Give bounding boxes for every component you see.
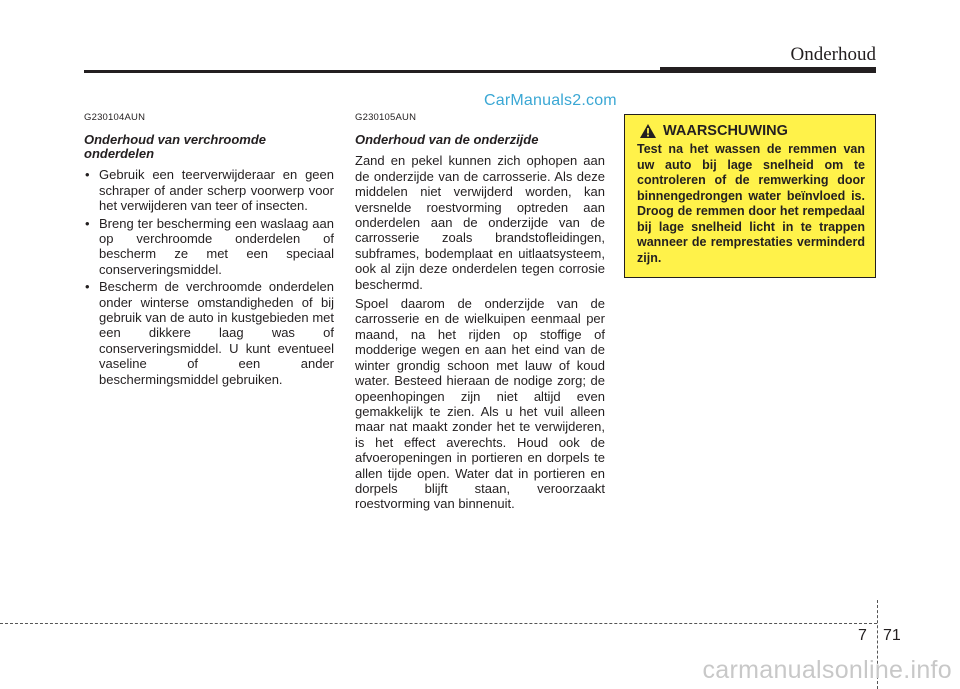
page-number: 71 — [883, 627, 901, 644]
warning-header — [639, 123, 865, 139]
chapter-number: 7 — [858, 627, 867, 644]
middle-column — [355, 110, 605, 516]
warning-triangle-icon — [639, 123, 657, 139]
header-divider — [84, 70, 660, 73]
footer-divider — [0, 623, 877, 624]
section-heading: Onderhoud van verchroomde onderdelen — [84, 132, 267, 162]
bullet-icon: • — [85, 215, 90, 231]
bullet-list — [84, 167, 334, 387]
watermark-bottom: carmanualsonline.info — [702, 656, 952, 684]
paragraph: Zand en pekel kunnen zich ophopen aan de onderzijde van de carrosserie. Als deze middelen niet verwijderd worden, kan versnelde roestvorming optreden aan onderdelen aan de onderzijde van de carrosserie zoals brandstofleidingen, subframes, bodemplaat en uitlaatsysteem, ook al zijn deze onderdelen tegen corrosie beschermd. — [355, 153, 605, 292]
warning-title: WAARSCHUWING — [663, 123, 788, 139]
warning-box — [624, 114, 876, 278]
list-item — [84, 279, 334, 387]
left-column — [84, 110, 334, 389]
bullet-icon: • — [85, 279, 90, 295]
section-code: G230104AUN — [84, 112, 146, 123]
list-item — [84, 216, 334, 278]
list-item-text: Bescherm de verchroomde onderdelen onder winterse omstandigheden of bij gebruik van de auto in kustgebieden met een dikkere laag was of conserveringsmiddel. U kunt eventueel vaseline of een ander beschermingsmiddel gebruiken. — [99, 279, 334, 387]
warning-text: Test na het wassen de remmen van uw auto bij lage snelheid om te controleren of de remwerking door binnengedrongen water beïnvloed is. Droog de remmen door het rempedaal bij lage snelheid licht in te trappen wanneer de remprestaties verminderd zijn. — [637, 142, 865, 265]
page-section-title: Onderhoud — [790, 44, 876, 65]
watermark-top: CarManuals2.com — [484, 92, 617, 109]
header-divider-thick — [660, 67, 876, 73]
list-item-text: Gebruik een teerverwijderaar en geen schraper of ander scherp voorwerp voor het verwijderen van teer of insecten. — [99, 167, 334, 214]
section-heading: Onderhoud van de onderzijde — [355, 132, 539, 148]
bullet-icon: • — [85, 167, 90, 183]
list-item-text: Breng ter bescherming een waslaag aan op verchroomde onderdelen of bescherm ze met een speciaal conserveringsmiddel. — [99, 215, 334, 277]
section-code: G230105AUN — [355, 112, 417, 123]
list-item — [84, 167, 334, 213]
paragraph: Spoel daarom de onderzijde van de carrosserie en de wielkuipen eenmaal per maand, na het rijden op stoffige of modderige wegen en aan het eind van de winter grondig schoon met lauw of koud water. Besteed hieraan de nodige zorg; de opeenhopingen zijn niet altijd even gemakkelijk te zien. Als u het vuil alleen maar nat maakt zonder het te verwijderen, is het effect averechts. Houd ook de afvoeropeningen in portieren en dorpels te allen tijde open. Water dat in portieren en dorpels blijft staan, veroorzaakt roestvorming van binnenuit. — [355, 296, 605, 512]
